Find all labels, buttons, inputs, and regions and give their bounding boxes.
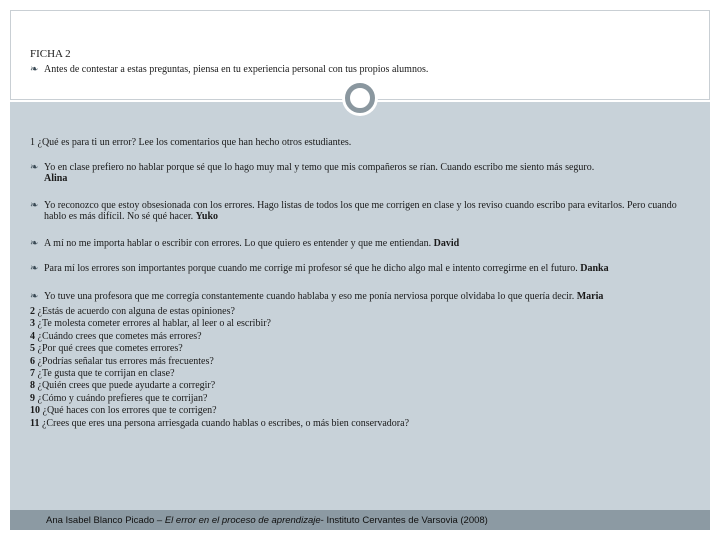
question-1 <box>30 137 351 148</box>
worksheet-title: FICHA 2 <box>30 48 71 60</box>
question-item: 10 ¿Qué haces con los errores que te corrigen? <box>30 405 217 417</box>
question-item: 4 ¿Cuándo crees que cometes más errores? <box>30 330 202 342</box>
quote-author: Yuko <box>195 211 219 222</box>
bullet-icon: ❧ <box>30 200 39 211</box>
intro-text: Antes de contestar a estas preguntas, piensa en tu experiencia personal con tus propios alumnos. <box>44 64 429 75</box>
quote-text: Yo en clase prefiero no hablar porque sé que lo hago muy mal y temo que mis compañeros se rían. Cuando escribo me siento más seguro. <box>44 162 595 173</box>
question-number: 1 <box>30 137 35 148</box>
question-item: 6 ¿Podrías señalar tus errores más frecuentes? <box>30 355 214 367</box>
bullet-icon: ❧ <box>30 263 39 274</box>
quote-item <box>30 162 710 184</box>
quote-author: Danka <box>580 263 609 274</box>
bullet-icon: ❧ <box>30 162 39 173</box>
slide <box>10 10 710 530</box>
question-list <box>30 306 710 430</box>
quote-text: Yo reconozco que estoy obsesionada con los errores. Hago listas de todos los que me corrigen en clase y los reviso cuando escribo para evitarlos. Pero cuando hablo es más difícil. No sé qué hacer. <box>44 200 677 222</box>
quote-author: Alina <box>44 173 68 184</box>
quote-text: A mí no me importa hablar o escribir con errores. Lo que quiero es entender y que me entiendan. <box>44 238 432 249</box>
quote-author: David <box>433 238 460 249</box>
quote-author: Maria <box>576 291 604 302</box>
ring-icon <box>342 80 378 116</box>
quote-item <box>30 238 710 249</box>
question-item: 5 ¿Por qué crees que cometes errores? <box>30 343 183 355</box>
quote-text: Yo tuve una profesora que me corregía constantemente cuando hablaba y eso me ponía nerviosa porque olvidaba lo que quería decir. <box>44 291 575 302</box>
bullet-icon: ❧ <box>30 238 39 249</box>
quote-item <box>30 200 710 222</box>
question-item: 9 ¿Cómo y cuándo prefieres que te corrijan? <box>30 392 208 404</box>
question-item: 2 ¿Estás de acuerdo con alguna de estas opiniones? <box>30 306 235 317</box>
question-item: 8 ¿Quién crees que puede ayudarte a corregir? <box>30 380 216 392</box>
footer-credit: Ana Isabel Blanco Picado – El error en el proceso de aprendizaje- Instituto Cervantes de Varsovia (2008) <box>46 515 488 526</box>
question-item: 11 ¿Crees que eres una persona arriesgada cuando hablas o escribes, o más bien conservadora? <box>30 417 410 429</box>
bullet-icon: ❧ <box>30 64 39 75</box>
quote-item <box>30 291 710 302</box>
quote-item <box>30 263 710 274</box>
intro-instruction <box>30 64 710 75</box>
bullet-icon: ❧ <box>30 291 39 302</box>
quote-text: Para mí los errores son importantes porque cuando me corrige mi profesor sé que he dicho algo mal e intento corregirme en el futuro. <box>44 263 578 274</box>
question-item: 7 ¿Te gusta que te corrijan en clase? <box>30 368 175 380</box>
question-text: ¿Qué es para ti un error? Lee los comentarios que han hecho otros estudiantes. <box>37 137 352 148</box>
question-item: 3 ¿Te molesta cometer errores al hablar, al leer o al escribir? <box>30 318 271 330</box>
